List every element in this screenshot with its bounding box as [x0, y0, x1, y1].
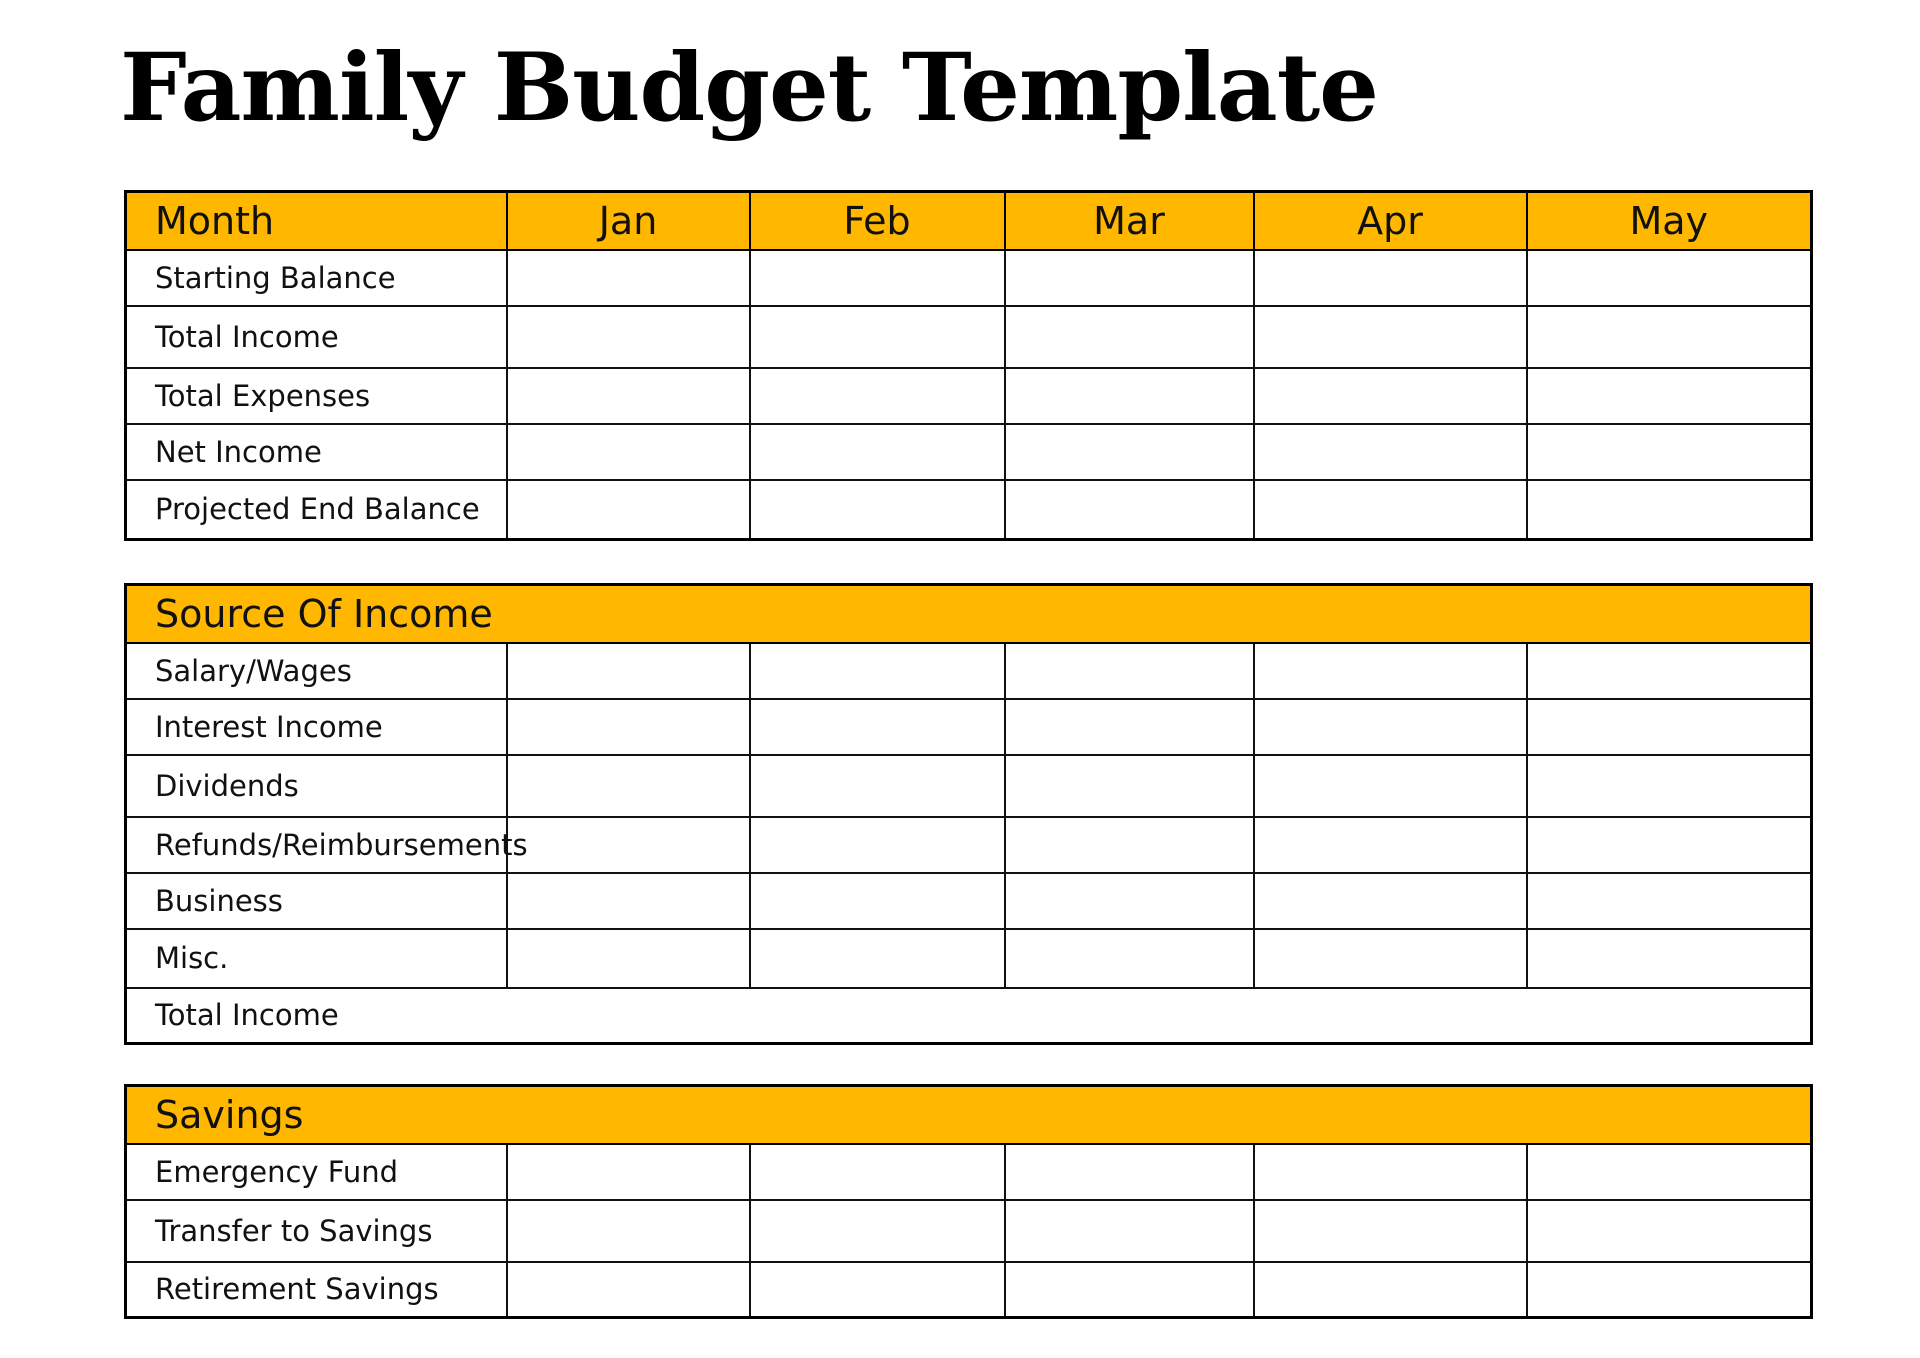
input-cell[interactable]	[1005, 424, 1254, 480]
input-cell[interactable]	[1254, 480, 1527, 540]
input-cell[interactable]	[750, 250, 1005, 306]
row-label-interest-income: Interest Income	[126, 699, 507, 755]
input-cell[interactable]	[750, 1200, 1005, 1262]
input-cell[interactable]	[507, 873, 750, 929]
input-cell[interactable]	[1254, 368, 1527, 424]
input-cell[interactable]	[1254, 699, 1527, 755]
month-feb-header: Feb	[750, 192, 1005, 250]
input-cell[interactable]	[507, 699, 750, 755]
table-row	[126, 250, 1812, 306]
table-row	[126, 1200, 1812, 1262]
input-cell[interactable]	[750, 817, 1005, 873]
input-cell[interactable]	[750, 699, 1005, 755]
input-cell[interactable]	[750, 424, 1005, 480]
input-cell[interactable]	[1527, 929, 1812, 988]
input-cell[interactable]	[507, 250, 750, 306]
input-cell[interactable]	[1254, 250, 1527, 306]
table-row	[126, 929, 1812, 988]
input-cell[interactable]	[507, 1200, 750, 1262]
input-cell[interactable]	[1005, 306, 1254, 368]
input-cell[interactable]	[1527, 1200, 1812, 1262]
input-cell[interactable]	[1005, 699, 1254, 755]
row-label-starting-balance: Starting Balance	[126, 250, 507, 306]
table-row	[126, 988, 1812, 1044]
input-cell[interactable]	[750, 1262, 1005, 1318]
input-cell[interactable]	[750, 643, 1005, 699]
input-cell[interactable]	[1005, 1262, 1254, 1318]
month-mar-header: Mar	[1005, 192, 1254, 250]
table-row	[126, 699, 1812, 755]
section-header-row	[126, 1086, 1812, 1144]
input-cell[interactable]	[750, 755, 1005, 817]
input-cell[interactable]	[1527, 699, 1812, 755]
row-label-retirement-savings: Retirement Savings	[126, 1262, 507, 1318]
input-cell[interactable]	[1527, 424, 1812, 480]
input-cell[interactable]	[1254, 1144, 1527, 1200]
input-cell[interactable]	[1005, 817, 1254, 873]
input-cell[interactable]	[1254, 643, 1527, 699]
input-cell[interactable]	[507, 1144, 750, 1200]
input-cell[interactable]	[1005, 1200, 1254, 1262]
input-cell[interactable]	[750, 368, 1005, 424]
monthly-summary-table	[124, 190, 1813, 541]
input-cell[interactable]	[507, 368, 750, 424]
input-cell[interactable]	[507, 755, 750, 817]
input-cell[interactable]	[1254, 306, 1527, 368]
table-header-row	[126, 192, 1812, 250]
table-row	[126, 424, 1812, 480]
table-row	[126, 1144, 1812, 1200]
table-row	[126, 643, 1812, 699]
input-cell[interactable]	[750, 480, 1005, 540]
savings-table	[124, 1084, 1813, 1319]
input-cell[interactable]	[1005, 755, 1254, 817]
row-label-refunds-reimbursements: Refunds/Reimbursements	[126, 817, 507, 873]
row-label-net-income: Net Income	[126, 424, 507, 480]
input-cell[interactable]	[1005, 480, 1254, 540]
row-label-dividends: Dividends	[126, 755, 507, 817]
input-cell[interactable]	[507, 817, 750, 873]
table-row	[126, 817, 1812, 873]
input-cell[interactable]	[507, 1262, 750, 1318]
input-cell[interactable]	[1005, 1144, 1254, 1200]
month-may-header: May	[1527, 192, 1812, 250]
input-cell[interactable]	[1254, 1262, 1527, 1318]
input-cell[interactable]	[1254, 1200, 1527, 1262]
income-sources-table	[124, 583, 1813, 1045]
row-label-emergency-fund: Emergency Fund	[126, 1144, 507, 1200]
input-cell[interactable]	[507, 480, 750, 540]
input-cell[interactable]	[750, 1144, 1005, 1200]
month-header: Month	[126, 192, 507, 250]
row-label-transfer-to-savings: Transfer to Savings	[126, 1200, 507, 1262]
input-cell[interactable]	[1527, 368, 1812, 424]
input-cell[interactable]	[750, 306, 1005, 368]
savings-header: Savings	[126, 1086, 1812, 1144]
input-cell[interactable]	[1527, 755, 1812, 817]
input-cell[interactable]	[750, 873, 1005, 929]
input-cell[interactable]	[1527, 250, 1812, 306]
row-label-total-expenses: Total Expenses	[126, 368, 507, 424]
input-cell[interactable]	[1527, 480, 1812, 540]
table-row	[126, 755, 1812, 817]
input-cell[interactable]	[1527, 306, 1812, 368]
input-cell[interactable]	[1254, 873, 1527, 929]
table-row	[126, 873, 1812, 929]
input-cell[interactable]	[507, 643, 750, 699]
input-cell[interactable]	[1527, 1144, 1812, 1200]
row-label-total-income: Total Income	[126, 306, 507, 368]
input-cell[interactable]	[1254, 929, 1527, 988]
input-cell[interactable]	[507, 424, 750, 480]
row-label-total-income: Total Income	[126, 988, 1812, 1044]
input-cell[interactable]	[1254, 817, 1527, 873]
table-row	[126, 368, 1812, 424]
section-header-row	[126, 585, 1812, 643]
month-jan-header: Jan	[507, 192, 750, 250]
row-label-projected-end-balance: Projected End Balance	[126, 480, 507, 540]
input-cell[interactable]	[750, 929, 1005, 988]
row-label-business: Business	[126, 873, 507, 929]
source-of-income-header: Source Of Income	[126, 585, 1812, 643]
row-label-misc: Misc.	[126, 929, 507, 988]
input-cell[interactable]	[1005, 929, 1254, 988]
input-cell[interactable]	[1527, 817, 1812, 873]
table-row	[126, 1262, 1812, 1318]
input-cell[interactable]	[1005, 368, 1254, 424]
input-cell[interactable]	[1527, 1262, 1812, 1318]
table-row	[126, 306, 1812, 368]
input-cell[interactable]	[507, 306, 750, 368]
input-cell[interactable]	[1005, 643, 1254, 699]
input-cell[interactable]	[1254, 755, 1527, 817]
row-label-salary-wages: Salary/Wages	[126, 643, 507, 699]
input-cell[interactable]	[507, 929, 750, 988]
page-title: Family Budget Template	[120, 33, 1378, 143]
input-cell[interactable]	[1005, 873, 1254, 929]
input-cell[interactable]	[1527, 873, 1812, 929]
input-cell[interactable]	[1527, 643, 1812, 699]
input-cell[interactable]	[1005, 250, 1254, 306]
input-cell[interactable]	[1254, 424, 1527, 480]
table-row	[126, 480, 1812, 540]
month-apr-header: Apr	[1254, 192, 1527, 250]
